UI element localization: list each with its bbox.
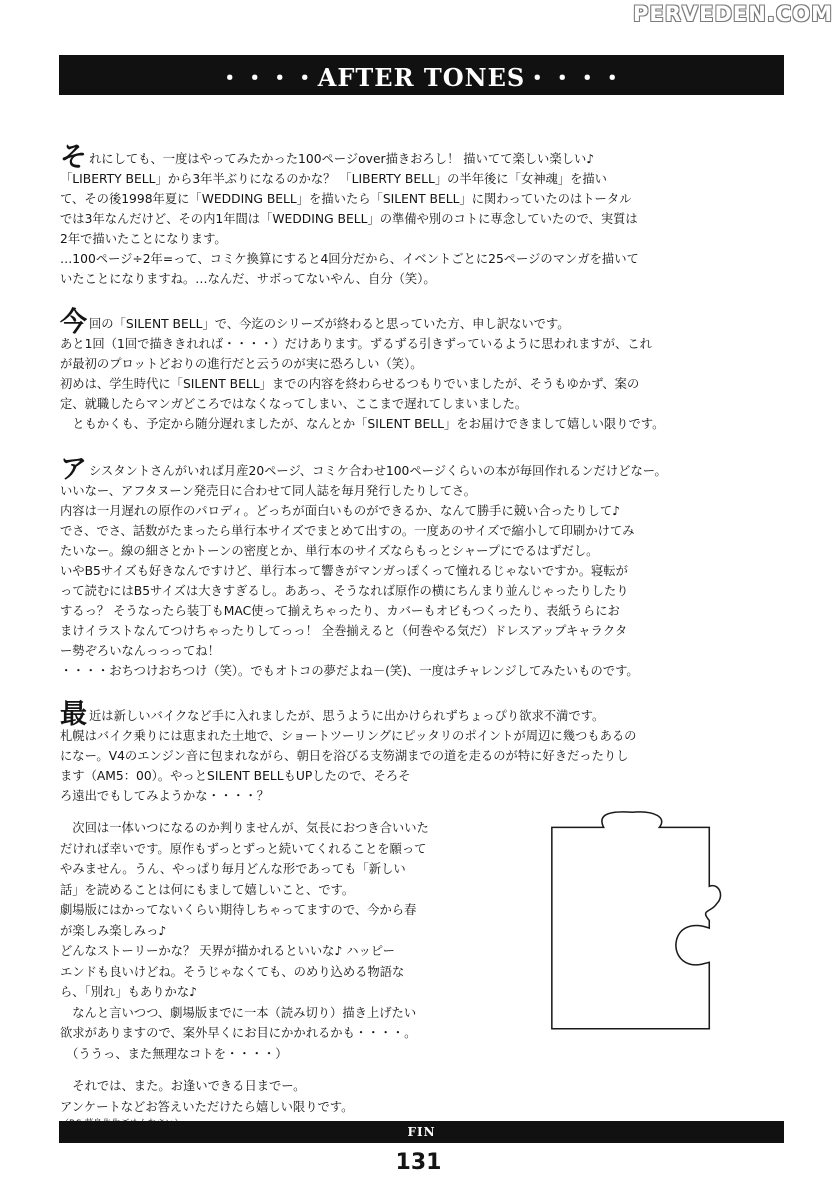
paragraph-line: 「LIBERTY BELL」から3年半ぶりになるのかな？ 「LIBERTY BELL」の半年後に「女神魂」を描い	[60, 172, 607, 186]
paragraph-line: ー勢ぞろいなんっっってね！	[60, 644, 220, 658]
title-banner	[59, 55, 784, 95]
paragraph-line: アシスタントさんがいれば月産20ページ、コミケ合わせ100ページくらいの本が毎回作れるンだけどなー。	[60, 454, 667, 485]
closing-line: 欲求がありますので、案外早くにお目にかかれるかも・・・・。	[60, 1026, 417, 1040]
paragraph-line: 初めは、学生時代に「SILENT BELL」までの内容を終わらせるつもりでいましたが、そうもゆかず、案の	[60, 377, 640, 391]
drop-cap: ア	[60, 454, 87, 485]
section-1	[60, 142, 760, 289]
paragraph-line: たいなー。線の細さとかトーンの密度とか、単行本のサイズならもっとシャープにでるはずだし。	[60, 544, 599, 558]
paragraph-line: あと1回（1回で描ききれれば・・・・）だけあります。ずるずる引きずっているように思われますが、これ	[60, 337, 652, 351]
paragraph-line: それにしても、一度はやってみたかった100ページover描きおろし！ 描いてて楽しい楽しい♪	[60, 142, 595, 173]
paragraph-line: ろ遠出でもしてみようかな・・・・？	[60, 789, 270, 803]
paragraph-line: 最近は新しいバイクなど手に入れましたが、思うように出かけられずちょっぴり欲求不満です。	[60, 699, 605, 730]
paragraph-line: が最初のプロットどおりの進行だと云うのが実に恐ろしい（笑）。	[60, 357, 423, 371]
paragraph-line: するっ？ そうなったら装丁もMAC使って揃えちゃったり、カバーもオビもつくったり、表紙うらにお	[60, 604, 620, 618]
paragraph-line: いやB5サイズも好きなんですけど、単行本って響きがマンガっぽくって憧れるじゃないですか。寝転が	[60, 564, 628, 578]
closing-line: 劇場版にはかってないくらい期待しちゃってますので、今から春	[60, 903, 417, 917]
page-title: ・・・・AFTER TONES・・・・	[217, 62, 626, 92]
section-4	[60, 699, 760, 806]
paragraph-line: ・・・・おちつけおちつけ（笑）。でもオトコの夢だよね－(笑)、一度はチャレンジしてみたいものです。	[60, 664, 639, 678]
paragraph-line: いいなー、アフタヌーン発売日に合わせて同人誌を毎月発行したりしてさ。	[60, 484, 477, 498]
section-2	[60, 307, 760, 434]
paragraph-line: …100ページ÷2年=って、コミケ換算にすると4回分だから、イベントごとに25ページのマンガを描いて	[60, 252, 639, 266]
closing-line: それでは、また。お逢いできる日までー。	[60, 1079, 306, 1093]
fin-banner	[59, 1121, 784, 1143]
drop-cap: 最	[60, 699, 87, 730]
drop-cap: 今	[60, 307, 87, 338]
paragraph-line: て、その後1998年夏に「WEDDING BELL」を描いたら「SILENT BELL」に関わっていたのはトータル	[60, 192, 632, 206]
puzzle-piece-illustration	[548, 808, 723, 1038]
closing-line: （ううっ、また無理なコトを・・・・）	[60, 1046, 288, 1061]
closing-line: だければ幸いです。原作もずっとずっと続いてくれることを願って	[60, 841, 427, 856]
closing-line: ら、「別れ」もありかな♪	[60, 985, 197, 999]
paragraph-line: いたことになりますね。…なんだ、サボってないやん、自分（笑）。	[60, 272, 436, 286]
closing-line	[60, 1064, 520, 1076]
puzzle-piece-outline	[552, 812, 721, 1029]
fin-label: FIN	[407, 1125, 436, 1139]
closing-line: エンドも良いけどね。そうじゃなくても、のめり込める物語な	[60, 964, 405, 979]
paragraph-line: 今回の「SILENT BELL」で、今迄のシリーズが終わると思っていた方、申し訳ないです。	[60, 307, 570, 338]
closing-line: なんと言いつつ、劇場版までに一本（読み切り）描き上げたい	[60, 1005, 417, 1020]
closing-line: アンケートなどお答えいただけたら嬉しい限りです。	[60, 1099, 354, 1114]
closing-line: 話」を読めることは何にもまして嬉しいこと、です。	[60, 882, 355, 897]
paragraph-line: では3年なんだけど、その内1年間は「WEDDING BELL」の準備や別のコトに専念していたので、実質は	[60, 212, 638, 226]
watermark: PERVEDEN.COM	[633, 2, 833, 26]
closing-line: どんなストーリーかな？ 天界が描かれるといいな♪ ハッピー	[60, 944, 395, 958]
section-3	[60, 454, 760, 681]
paragraph-line: 内容は一月遅れの原作のパロディ。どっちが面白いものができるか、なんて勝手に競い合ったりして♪	[60, 504, 620, 518]
paragraph-line: ます（AM5：00）。やっとSILENT BELLもUPしたので、そろそ	[60, 769, 411, 783]
page-number: 131	[395, 1150, 442, 1175]
closing-text	[60, 818, 520, 1131]
paragraph-line: でさ、でさ、話数がたまったら単行本サイズでまとめて出すの。一度あのサイズで縮小して印刷かけてみ	[60, 524, 635, 538]
paragraph-line: 定、就職したらマンガどころではなくなってしまい、ここまで遅れてしまいました。	[60, 397, 528, 411]
paragraph-line: まけイラストなんてつけちゃったりしてっっ！ 全巻揃えると（何巻やる気だ）ドレスアップキャラクタ	[60, 624, 628, 638]
closing-line: が楽しみ楽しみっ♪	[60, 923, 167, 938]
closing-line: やみません。うん、やっぱり毎月どんな形であっても「新しい	[60, 862, 406, 876]
paragraph-line: になー。V4のエンジン音に包まれながら、朝日を浴びる支笏湖までの道を走るのが特に好きだったりし	[60, 749, 629, 763]
paragraph-line: ともかくも、予定から随分遅れましたが、なんとか「SILENT BELL」をお届けできまして嬉しい限りです。	[60, 417, 665, 431]
drop-cap: そ	[60, 142, 87, 173]
paragraph-line: 札幌はバイク乗りには恵まれた土地で、ショートツーリングにピッタリのポイントが周辺に幾つもあるの	[60, 729, 637, 743]
closing-line: 次回は一体いつになるのか判りませんが、気長におつき合いいた	[60, 821, 429, 835]
paragraph-line: って読むにはB5サイズは大きすぎるし。ああっ、そうなれば原作の横にちんまり並んじゃったりしたり	[60, 584, 629, 598]
paragraph-line: 2年で描いたことになります。	[60, 232, 227, 246]
